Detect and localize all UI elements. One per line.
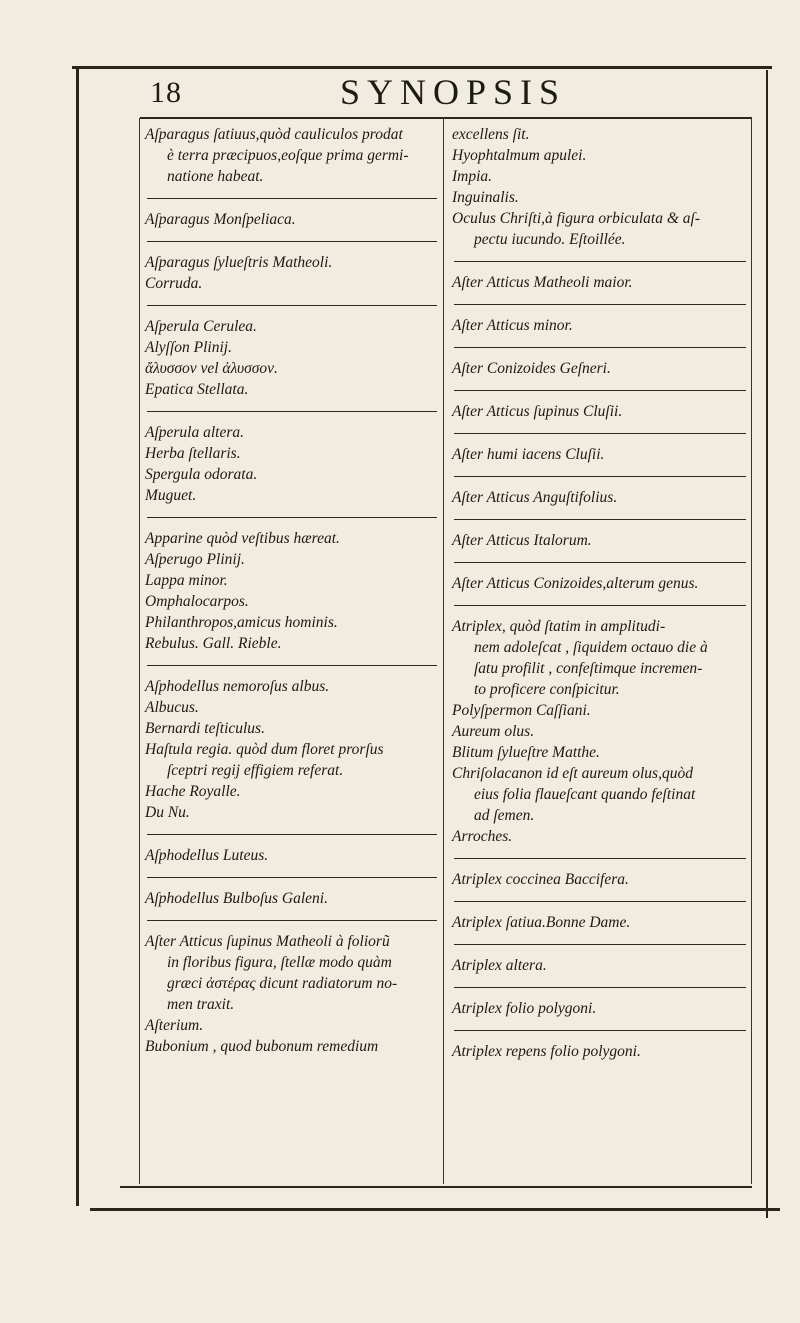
- synopsis-entry: [452, 573, 748, 594]
- entry-line: Aſparagus Monſpeliaca.: [145, 211, 296, 228]
- entry-line: Albucus.: [145, 699, 199, 716]
- entry-line: Epatica Stellata.: [145, 381, 249, 398]
- column-rule-bottom: [120, 1186, 752, 1188]
- entry-separator: [454, 605, 746, 606]
- synopsis-entry: [452, 530, 748, 551]
- entry-line: Arroches.: [452, 828, 513, 845]
- entry-line: excellens ſit.: [452, 126, 530, 143]
- entry-line: Aſter humi iacens Cluſii.: [452, 446, 605, 463]
- entry-separator: [147, 877, 437, 878]
- entry-separator: [454, 261, 746, 262]
- entry-line: Chriſolacanon id eſt aureum olus,quòd: [452, 765, 693, 782]
- entry-line: Philanthropos,amicus hominis.: [145, 614, 338, 631]
- synopsis-entry: [145, 252, 439, 294]
- entry-line: nem adoleſcat , ſiquidem octauo die à: [474, 639, 708, 656]
- entry-line: eius folia flaueſcant quando feſtinat: [474, 786, 696, 803]
- entry-line: Haſtula regia. quòd dum floret prorſus: [145, 741, 384, 758]
- entry-separator: [454, 476, 746, 477]
- entry-line: è terra præcipuos,eoſque prima germi-: [167, 147, 409, 164]
- entry-line: Aſter Conizoides Geſneri.: [452, 360, 611, 377]
- synopsis-entry: [145, 845, 439, 866]
- entry-line: Herba ſtellaris.: [145, 445, 241, 462]
- page-frame-right: [766, 70, 768, 1218]
- entry-line: ſceptri regij effigiem referat.: [167, 762, 344, 779]
- entry-line: ſatu profilit , confeſtimque incremen-: [474, 660, 703, 677]
- synopsis-entry: [452, 315, 748, 336]
- entry-line: græci ἀστέρας dicunt radiatorum no-: [167, 975, 398, 992]
- synopsis-entry: [452, 401, 748, 422]
- entry-line: Bubonium , quod bubonum remedium: [145, 1038, 379, 1055]
- entry-line: Aſphodellus Luteus.: [145, 847, 269, 864]
- entry-line: Muguet.: [145, 487, 197, 504]
- synopsis-entry: [452, 955, 748, 976]
- entry-line: ad ſemen.: [474, 807, 535, 824]
- synopsis-entry: [452, 444, 748, 465]
- synopsis-entry: [145, 528, 439, 654]
- entry-separator: [147, 834, 437, 835]
- entry-line: Bernardi teſticulus.: [145, 720, 265, 737]
- entry-separator: [147, 411, 437, 412]
- synopsis-entry: [452, 272, 748, 293]
- entry-line: Aſperula altera.: [145, 424, 245, 441]
- page-number: 18: [150, 76, 182, 109]
- entry-line: Aſphodellus Bulboſus Galeni.: [145, 890, 328, 907]
- synopsis-entry: [452, 124, 748, 250]
- entry-separator: [147, 241, 437, 242]
- entry-line: Aſparagus ſylueſtris Matheoli.: [145, 254, 333, 271]
- entry-separator: [147, 517, 437, 518]
- entry-line: Aſparagus ſatiuus,quòd cauliculos prodat: [145, 126, 403, 143]
- synopsis-entry: [145, 209, 439, 230]
- entry-line: Spergula odorata.: [145, 466, 258, 483]
- entry-line: Blitum ſylueſtre Matthe.: [452, 744, 600, 761]
- entry-separator: [454, 519, 746, 520]
- entry-line: Hache Royalle.: [145, 783, 241, 800]
- entry-separator: [454, 390, 746, 391]
- entry-separator: [147, 198, 437, 199]
- entry-line: Apparine quòd veſtibus hæreat.: [145, 530, 340, 547]
- entry-line: Corruda.: [145, 275, 203, 292]
- header-rule: [140, 117, 752, 119]
- synopsis-entry: [452, 869, 748, 890]
- entry-line: ἄλυσσον vel ἀλυσσον.: [145, 360, 278, 377]
- entry-line: in floribus figura, ſtellæ modo quàm: [167, 954, 392, 971]
- entry-separator: [454, 901, 746, 902]
- entry-line: Du Nu.: [145, 804, 190, 821]
- entry-line: Atriplex altera.: [452, 957, 547, 974]
- entry-line: Aſperula Cerulea.: [145, 318, 257, 335]
- entry-line: Atriplex coccinea Baccifera.: [452, 871, 629, 888]
- entry-line: natione habeat.: [167, 168, 264, 185]
- entry-line: Aſter Atticus Conizoides,alterum genus.: [452, 575, 699, 592]
- synopsis-entry: [145, 931, 439, 1057]
- synopsis-entry: [452, 1041, 748, 1062]
- entry-separator: [454, 987, 746, 988]
- synopsis-entry: [452, 998, 748, 1019]
- entry-separator: [147, 305, 437, 306]
- column-rule-middle: [443, 118, 444, 1184]
- entry-line: Aureum olus.: [452, 723, 535, 740]
- entry-line: Atriplex repens folio polygoni.: [452, 1043, 641, 1060]
- entry-separator: [147, 665, 437, 666]
- entry-line: Impia.: [452, 168, 493, 185]
- synopsis-entry: [145, 124, 439, 187]
- entry-line: to proficere conſpicitur.: [474, 681, 620, 698]
- synopsis-entry: [452, 912, 748, 933]
- entry-line: Polyſpermon Caſſiani.: [452, 702, 591, 719]
- entry-separator: [454, 433, 746, 434]
- entry-line: Aſter Atticus Matheoli maior.: [452, 274, 633, 291]
- entry-separator: [454, 347, 746, 348]
- page-frame-top: [72, 66, 772, 69]
- page-frame-left: [76, 66, 79, 1206]
- column-rule-left: [139, 118, 140, 1184]
- entry-line: Rebulus. Gall. Rieble.: [145, 635, 282, 652]
- entry-line: pectu iucundo. Eſtoillée.: [474, 231, 626, 248]
- entry-separator: [454, 858, 746, 859]
- entry-separator: [454, 1030, 746, 1031]
- synopsis-entry: [452, 358, 748, 379]
- entry-line: Omphalocarpos.: [145, 593, 249, 610]
- synopsis-entry: [145, 888, 439, 909]
- entry-separator: [454, 304, 746, 305]
- entry-line: Aſter Atticus ſupinus Cluſii.: [452, 403, 623, 420]
- right-column: [452, 124, 748, 1062]
- page-frame-bottom: [90, 1208, 780, 1211]
- entry-line: Atriplex ſatiua.Bonne Dame.: [452, 914, 631, 931]
- entry-line: Aſter Atticus Anguſtifolius.: [452, 489, 618, 506]
- entry-line: Oculus Chriſti,à figura orbiculata & aſ-: [452, 210, 701, 227]
- left-column: [145, 124, 439, 1057]
- entry-line: Aſter Atticus ſupinus Matheoli à foliorũ: [145, 933, 390, 950]
- entry-line: Lappa minor.: [145, 572, 228, 589]
- synopsis-entry: [452, 616, 748, 847]
- entry-line: Inguinalis.: [452, 189, 519, 206]
- entry-separator: [454, 562, 746, 563]
- entry-line: Atriplex, quòd ſtatim in amplitudi-: [452, 618, 666, 635]
- page-title: SYNOPSIS: [340, 72, 567, 112]
- column-rule-right: [751, 118, 752, 1184]
- synopsis-entry: [452, 487, 748, 508]
- entry-separator: [454, 944, 746, 945]
- entry-line: men traxit.: [167, 996, 235, 1013]
- entry-separator: [147, 920, 437, 921]
- entry-line: Aſter Atticus Italorum.: [452, 532, 592, 549]
- entry-line: Hyophtalmum apulei.: [452, 147, 587, 164]
- entry-line: Atriplex folio polygoni.: [452, 1000, 597, 1017]
- synopsis-entry: [145, 676, 439, 823]
- entry-line: Aſphodellus nemoroſus albus.: [145, 678, 330, 695]
- entry-line: Aſterium.: [145, 1017, 204, 1034]
- entry-line: Alyſſon Plinij.: [145, 339, 232, 356]
- entry-line: Aſperugo Plinij.: [145, 551, 245, 568]
- entry-line: Aſter Atticus minor.: [452, 317, 573, 334]
- synopsis-entry: [145, 316, 439, 400]
- synopsis-entry: [145, 422, 439, 506]
